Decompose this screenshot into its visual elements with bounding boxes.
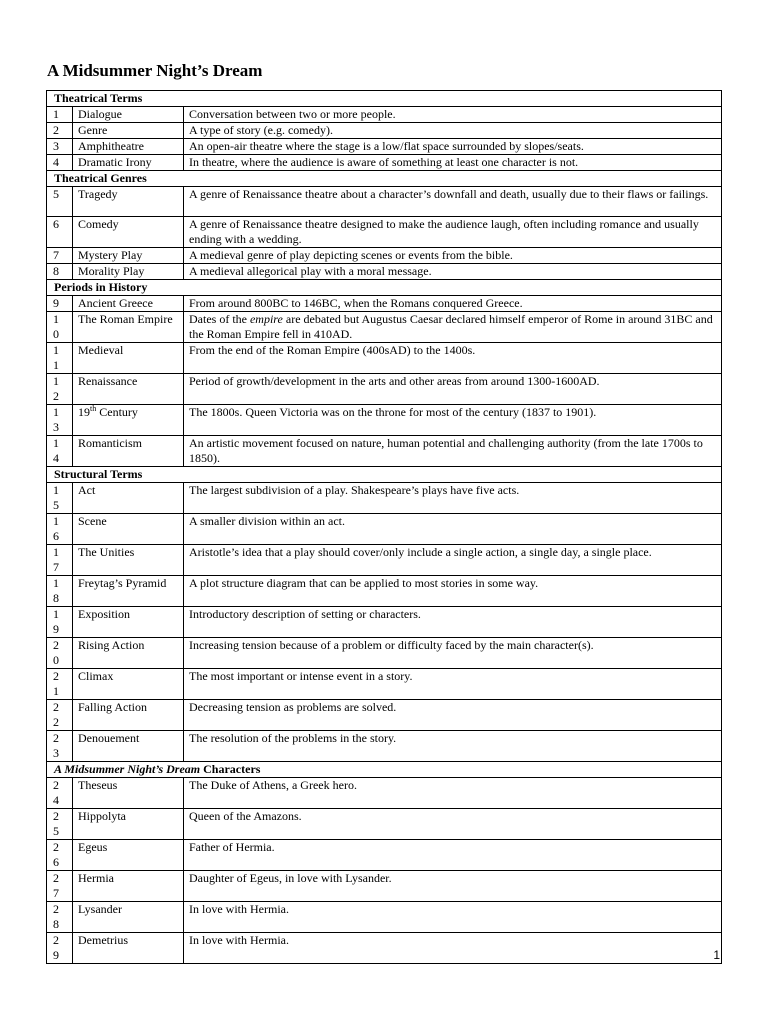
row-number: 1 6 (47, 514, 73, 545)
term-cell: Morality Play (73, 264, 184, 280)
table-row (47, 545, 722, 576)
row-number: 1 0 (47, 312, 73, 343)
definition-cell: Father of Hermia. (184, 840, 722, 871)
table-row (47, 483, 722, 514)
row-number: 2 9 (47, 933, 73, 964)
table-row (47, 405, 722, 436)
table-row (47, 638, 722, 669)
term-cell: Demetrius (73, 933, 184, 964)
row-number: 1 1 (47, 343, 73, 374)
row-number: 6 (47, 217, 73, 248)
row-number: 1 2 (47, 374, 73, 405)
glossary-table (46, 90, 722, 964)
definition-cell: From around 800BC to 146BC, when the Romans conquered Greece. (184, 296, 722, 312)
table-row (47, 607, 722, 638)
term-cell: Theseus (73, 778, 184, 809)
term-cell: Exposition (73, 607, 184, 638)
definition-cell: An open-air theatre where the stage is a low/flat space surrounded by slopes/seats. (184, 139, 722, 155)
section-heading: Structural Terms (47, 467, 722, 483)
definition-cell: The Duke of Athens, a Greek hero. (184, 778, 722, 809)
section-heading-row (47, 171, 722, 187)
term-cell: Ancient Greece (73, 296, 184, 312)
row-number: 5 (47, 187, 73, 217)
definition-cell: Period of growth/development in the arts and other areas from around 1300-1600AD. (184, 374, 722, 405)
definition-cell: In love with Hermia. (184, 933, 722, 964)
row-number: 2 7 (47, 871, 73, 902)
row-number: 2 0 (47, 638, 73, 669)
term-cell: Rising Action (73, 638, 184, 669)
section-heading-row (47, 467, 722, 483)
term-cell: 19th Century (73, 405, 184, 436)
definition-cell: From the end of the Roman Empire (400sAD) to the 1400s. (184, 343, 722, 374)
definition-cell: A medieval allegorical play with a moral message. (184, 264, 722, 280)
table-row (47, 933, 722, 964)
table-row (47, 248, 722, 264)
table-row (47, 840, 722, 871)
term-cell: The Roman Empire (73, 312, 184, 343)
term-cell: Climax (73, 669, 184, 700)
section-heading-row (47, 762, 722, 778)
definition-cell: An artistic movement focused on nature, human potential and challenging authority (from the late 1700s to 1850). (184, 436, 722, 467)
glossary-table-body (47, 91, 722, 964)
term-cell: Medieval (73, 343, 184, 374)
table-row (47, 139, 722, 155)
row-number: 1 4 (47, 436, 73, 467)
term-cell: Act (73, 483, 184, 514)
definition-cell: Daughter of Egeus, in love with Lysander. (184, 871, 722, 902)
row-number: 7 (47, 248, 73, 264)
term-cell: Egeus (73, 840, 184, 871)
term-cell: Dramatic Irony (73, 155, 184, 171)
row-number: 3 (47, 139, 73, 155)
term-cell: Mystery Play (73, 248, 184, 264)
row-number: 1 9 (47, 607, 73, 638)
term-cell: Amphitheatre (73, 139, 184, 155)
row-number: 2 (47, 123, 73, 139)
table-row (47, 871, 722, 902)
table-row (47, 700, 722, 731)
row-number: 1 8 (47, 576, 73, 607)
table-row (47, 155, 722, 171)
row-number: 8 (47, 264, 73, 280)
definition-cell: Increasing tension because of a problem or difficulty faced by the main character(s). (184, 638, 722, 669)
definition-cell: A medieval genre of play depicting scenes or events from the bible. (184, 248, 722, 264)
row-number: 1 7 (47, 545, 73, 576)
table-row (47, 217, 722, 248)
section-heading: Periods in History (47, 280, 722, 296)
definition-cell: The most important or intense event in a story. (184, 669, 722, 700)
row-number: 2 8 (47, 902, 73, 933)
definition-cell: A plot structure diagram that can be applied to most stories in some way. (184, 576, 722, 607)
definition-cell: A genre of Renaissance theatre about a character’s downfall and death, usually due to their flaws or failings. (184, 187, 722, 217)
term-cell: Hermia (73, 871, 184, 902)
term-cell: Freytag’s Pyramid (73, 576, 184, 607)
table-row (47, 343, 722, 374)
term-cell: Renaissance (73, 374, 184, 405)
term-cell: Comedy (73, 217, 184, 248)
section-heading: Theatrical Genres (47, 171, 722, 187)
definition-cell: Introductory description of setting or characters. (184, 607, 722, 638)
table-row (47, 514, 722, 545)
table-row (47, 187, 722, 217)
table-row (47, 264, 722, 280)
term-cell: Genre (73, 123, 184, 139)
table-row (47, 296, 722, 312)
definition-cell: In theatre, where the audience is aware of something at least one character is not. (184, 155, 722, 171)
page-title: A Midsummer Night’s Dream (47, 61, 263, 80)
table-row (47, 107, 722, 123)
row-number: 2 2 (47, 700, 73, 731)
definition-cell: A genre of Renaissance theatre designed to make the audience laugh, often including romance and usually ending with a wedding. (184, 217, 722, 248)
term-cell: Hippolyta (73, 809, 184, 840)
term-cell: Tragedy (73, 187, 184, 217)
definition-cell: Queen of the Amazons. (184, 809, 722, 840)
section-heading-row (47, 91, 722, 107)
definition-cell: A smaller division within an act. (184, 514, 722, 545)
term-cell: Denouement (73, 731, 184, 762)
page-number: 1 (713, 948, 720, 962)
row-number: 2 1 (47, 669, 73, 700)
row-number: 2 4 (47, 778, 73, 809)
table-row (47, 436, 722, 467)
table-row (47, 731, 722, 762)
row-number: 1 (47, 107, 73, 123)
definition-cell: Dates of the empire are debated but Augustus Caesar declared himself emperor of Rome in around 31BC and the Roman Empire fell in 410AD. (184, 312, 722, 343)
section-heading: A Midsummer Night’s Dream Characters (47, 762, 722, 778)
definition-cell: The resolution of the problems in the story. (184, 731, 722, 762)
term-cell: The Unities (73, 545, 184, 576)
term-cell: Falling Action (73, 700, 184, 731)
term-cell: Scene (73, 514, 184, 545)
section-heading-row (47, 280, 722, 296)
term-cell: Romanticism (73, 436, 184, 467)
row-number: 9 (47, 296, 73, 312)
row-number: 2 5 (47, 809, 73, 840)
definition-cell: The 1800s. Queen Victoria was on the throne for most of the century (1837 to 1901). (184, 405, 722, 436)
table-row (47, 778, 722, 809)
row-number: 2 6 (47, 840, 73, 871)
table-row (47, 374, 722, 405)
definition-cell: In love with Hermia. (184, 902, 722, 933)
row-number: 1 5 (47, 483, 73, 514)
table-row (47, 312, 722, 343)
definition-cell: The largest subdivision of a play. Shakespeare’s plays have five acts. (184, 483, 722, 514)
definition-cell: A type of story (e.g. comedy). (184, 123, 722, 139)
table-row (47, 669, 722, 700)
definition-cell: Aristotle’s idea that a play should cover/only include a single action, a single day, a single place. (184, 545, 722, 576)
row-number: 4 (47, 155, 73, 171)
table-row (47, 123, 722, 139)
row-number: 1 3 (47, 405, 73, 436)
definition-cell: Conversation between two or more people. (184, 107, 722, 123)
table-row (47, 902, 722, 933)
table-row (47, 576, 722, 607)
row-number: 2 3 (47, 731, 73, 762)
term-cell: Dialogue (73, 107, 184, 123)
section-heading: Theatrical Terms (47, 91, 722, 107)
term-cell: Lysander (73, 902, 184, 933)
definition-cell: Decreasing tension as problems are solved. (184, 700, 722, 731)
table-row (47, 809, 722, 840)
